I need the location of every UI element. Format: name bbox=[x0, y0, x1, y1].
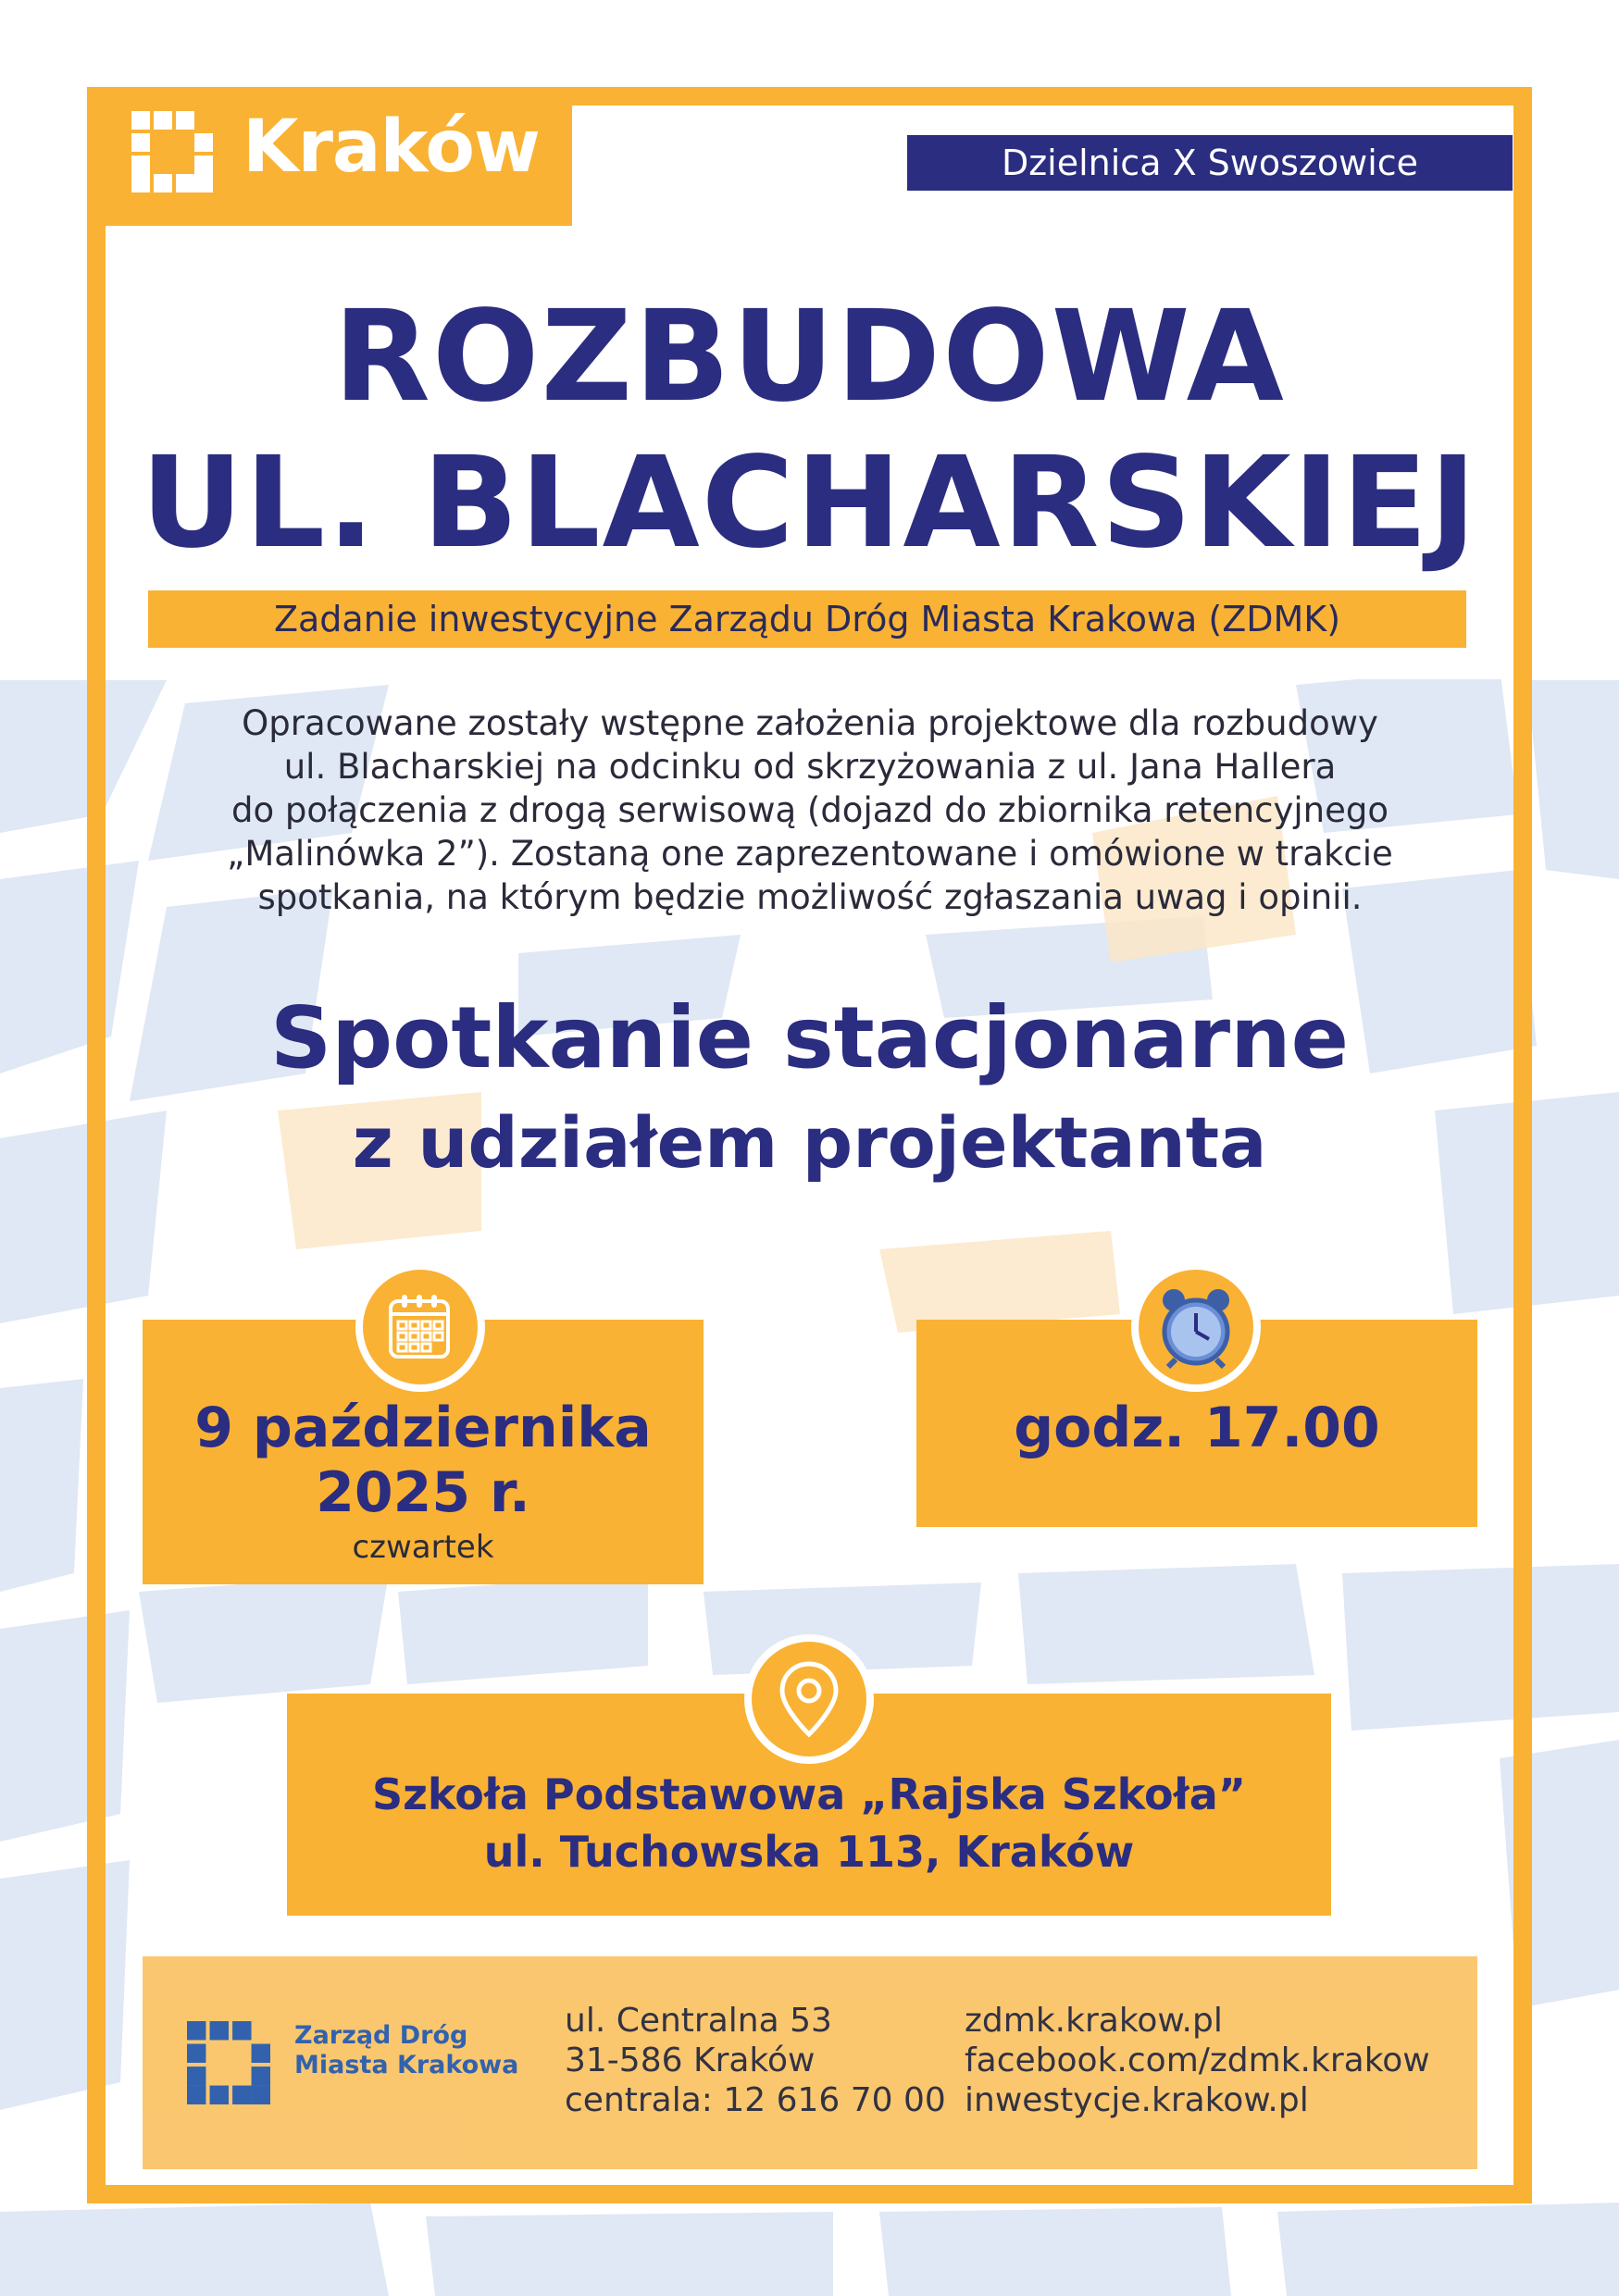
date-line-2: 2025 r. bbox=[316, 1460, 530, 1525]
calendar-circle bbox=[355, 1262, 485, 1392]
date-weekday: czwartek bbox=[352, 1529, 494, 1566]
meeting-subheading: z udziałem projektanta bbox=[352, 1101, 1267, 1184]
time-text: godz. 17.00 bbox=[1014, 1396, 1380, 1460]
location-line-1: Szkoła Podstawowa „Rajska Szkoła” bbox=[372, 1769, 1246, 1819]
footer bbox=[143, 1956, 1477, 2169]
logo-text: Kraków bbox=[243, 105, 540, 189]
krakow-logo-icon bbox=[131, 111, 213, 192]
location-pin-icon bbox=[777, 1660, 841, 1738]
description-line: ul. Blacharskiej na odcinku od skrzyżowania z ul. Jana Hallera bbox=[283, 747, 1337, 787]
zdmk-logo-icon bbox=[187, 2021, 270, 2104]
location-circle bbox=[744, 1634, 874, 1764]
description-line: spotkania, na którym będzie możliwość zgłaszania uwag i opinii. bbox=[257, 877, 1363, 917]
krakow-logo bbox=[87, 87, 572, 226]
meeting-heading: Spotkanie stacjonarne bbox=[270, 988, 1349, 1087]
address-line: 31-586 Kraków bbox=[565, 2042, 816, 2079]
footer-address bbox=[565, 2001, 946, 2120]
title-line-2: UL. BLACHARSKIEJ bbox=[141, 430, 1478, 577]
description-line: do połączenia z drogą serwisową (dojazd do zbiornika retencyjnego bbox=[230, 790, 1389, 830]
description bbox=[139, 701, 1481, 919]
district-label: Dzielnica X Swoszowice bbox=[907, 135, 1513, 191]
description-line: „Malinówka 2”). Zostaną one zaprezentowane i omówione w trakcie bbox=[227, 834, 1393, 874]
calendar-icon bbox=[385, 1292, 455, 1362]
subtitle-bar bbox=[148, 590, 1466, 648]
zdmk-name-line: Zarząd Dróg bbox=[294, 2021, 468, 2050]
date-line-1: 9 października bbox=[194, 1396, 652, 1460]
alarm-clock-icon bbox=[1157, 1285, 1235, 1369]
description-line: Opracowane zostały wstępne założenia projektowe dla rozbudowy bbox=[242, 703, 1378, 743]
location-line-2: ul. Tuchowska 113, Kraków bbox=[483, 1827, 1135, 1877]
subtitle-text: Zadanie inwestycyjne Zarządu Dróg Miasta Krakowa (ZDMK) bbox=[273, 599, 1341, 639]
zdmk-name bbox=[294, 2021, 518, 2080]
address-line: ul. Centralna 53 bbox=[565, 2002, 832, 2040]
clock-circle bbox=[1131, 1262, 1261, 1392]
facebook-link[interactable]: facebook.com/zdmk.krakow bbox=[965, 2042, 1430, 2079]
website-link[interactable]: zdmk.krakow.pl bbox=[965, 2002, 1223, 2040]
zdmk-name-line: Miasta Krakowa bbox=[294, 2051, 519, 2079]
title-line-1: ROZBUDOWA bbox=[333, 284, 1286, 430]
address-line: centrala: 12 616 70 00 bbox=[565, 2081, 946, 2119]
investments-link[interactable]: inwestycje.krakow.pl bbox=[965, 2081, 1309, 2119]
footer-links bbox=[965, 2001, 1430, 2120]
